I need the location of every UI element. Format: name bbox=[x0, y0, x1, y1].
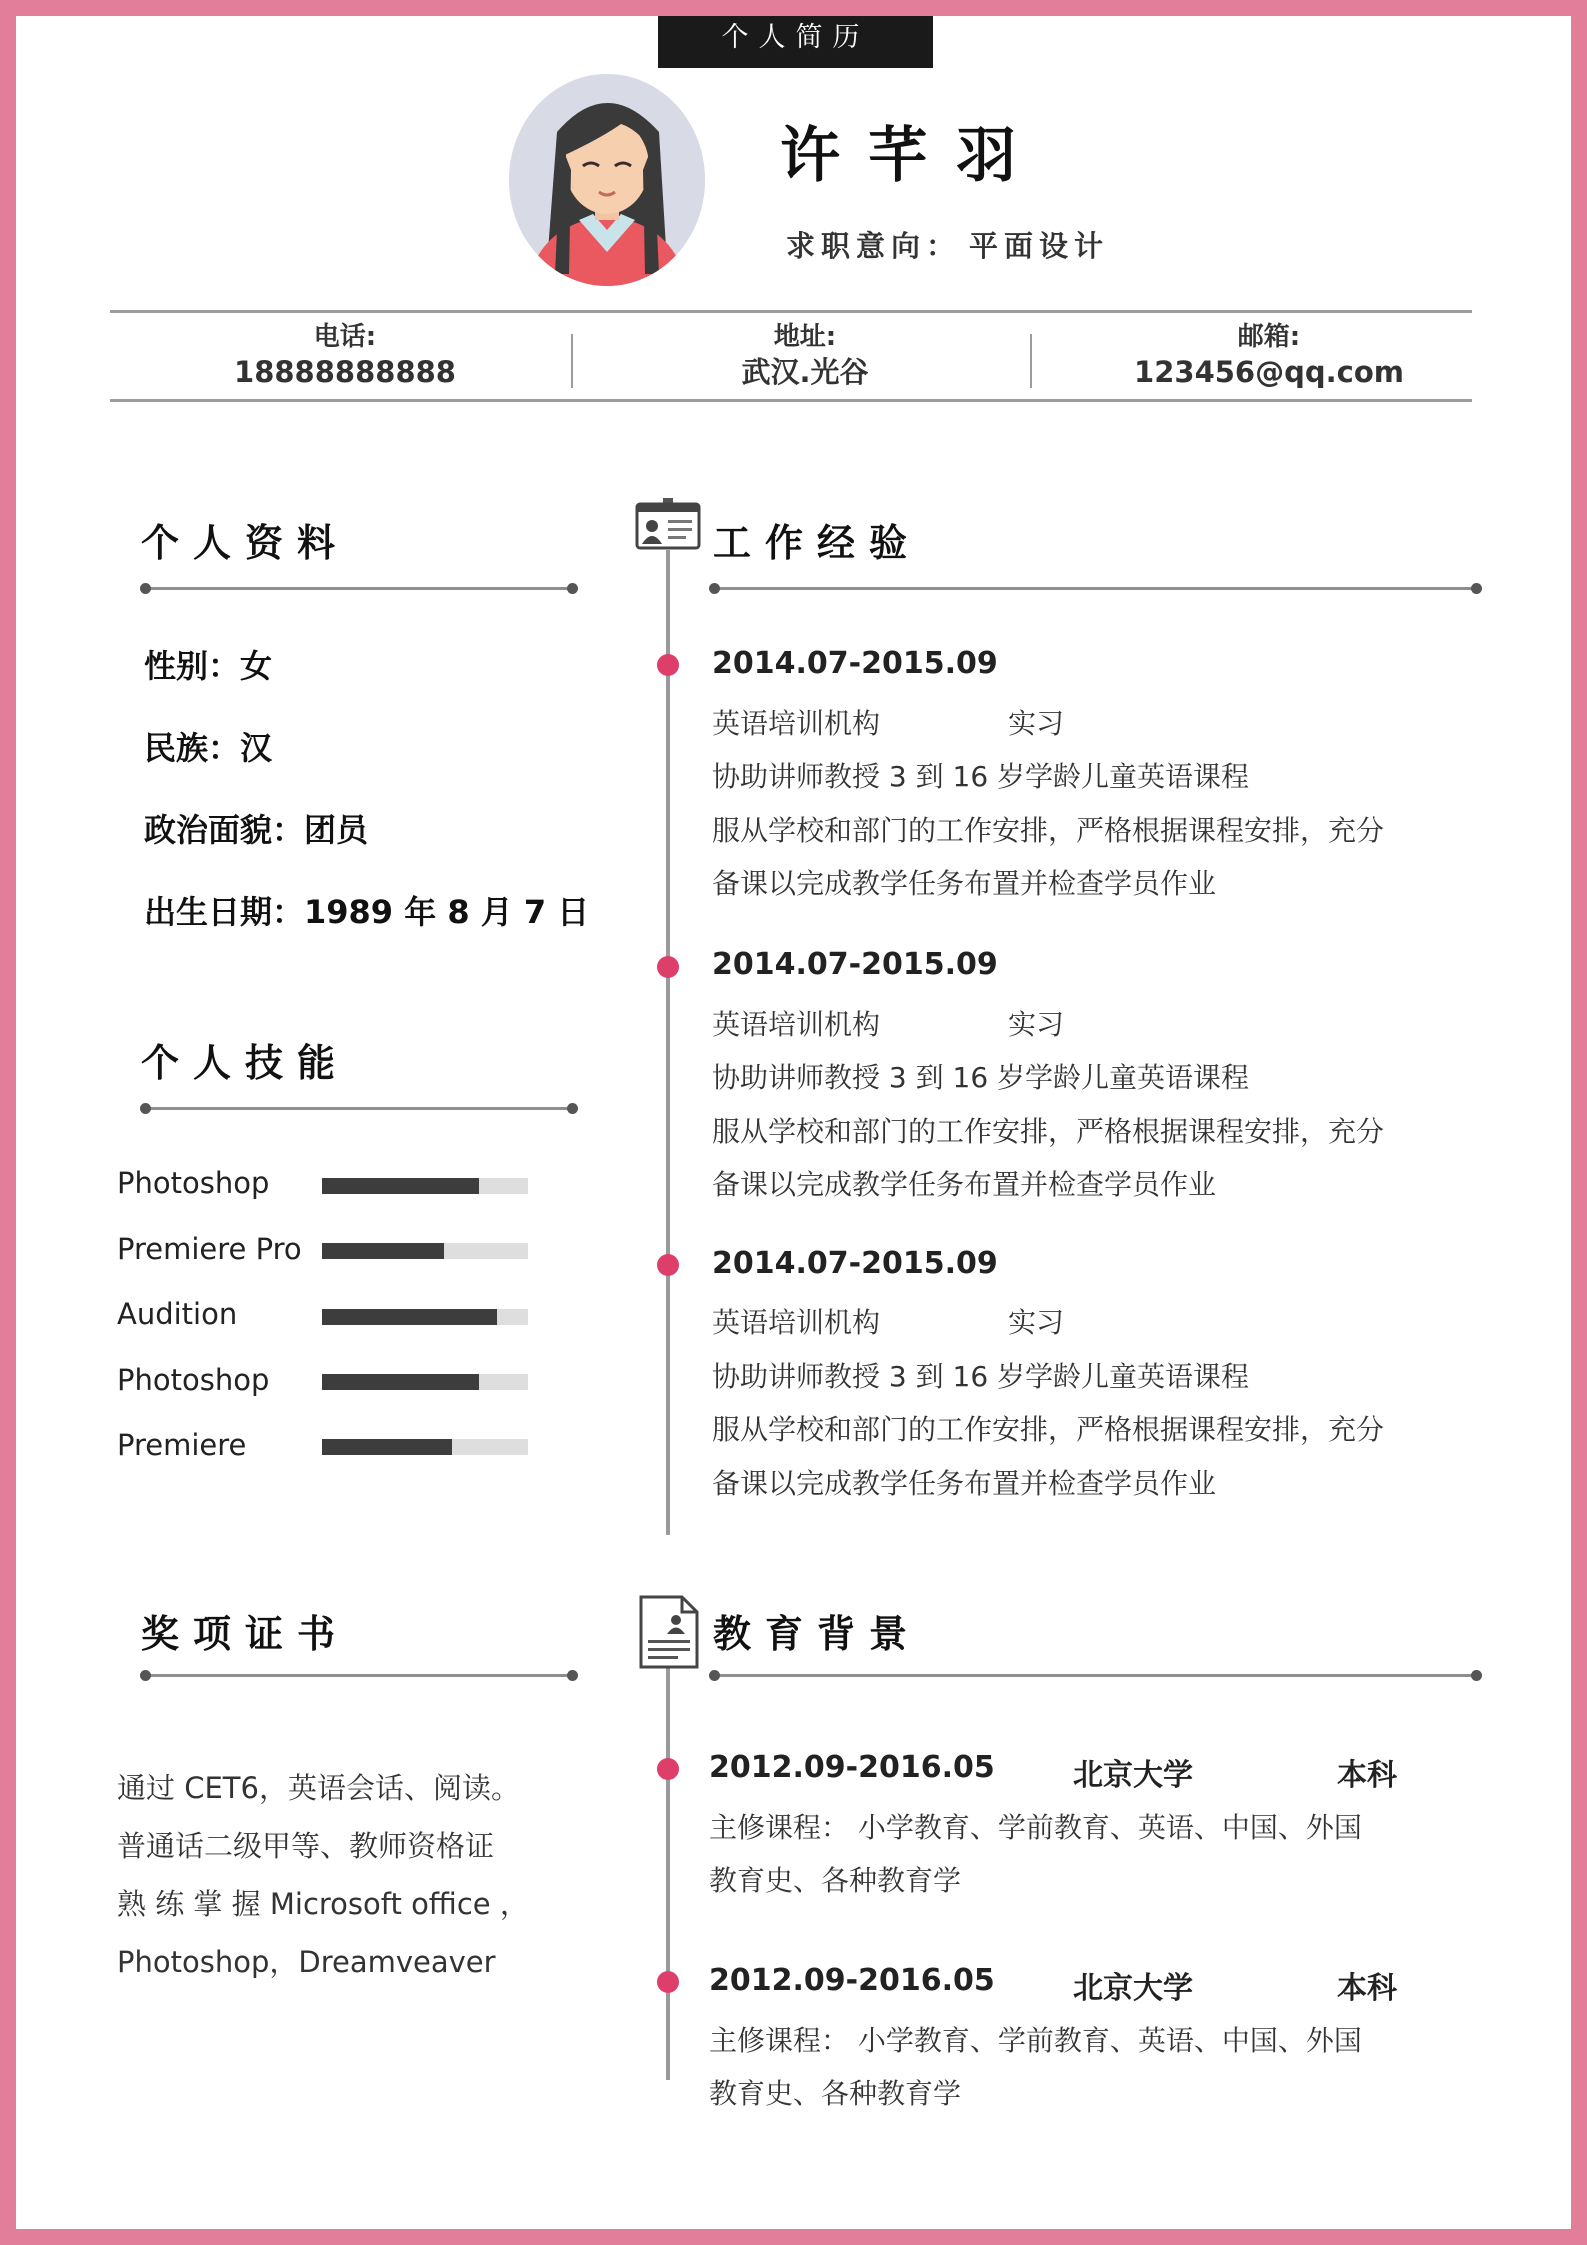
phone-value: 18888888888 bbox=[234, 355, 456, 389]
avatar bbox=[509, 74, 705, 286]
education-degree: 本科 bbox=[1337, 1758, 1397, 1793]
education-date: 2012.09-2016.05 bbox=[709, 1963, 995, 1998]
work-description: 协助讲师教授 3 到 16 岁学龄儿童英语课程 bbox=[712, 1061, 1250, 1094]
work-description: 备课以完成教学任务布置并检查学员作业 bbox=[712, 1168, 1217, 1201]
objective-label: 求职意向： bbox=[786, 229, 962, 263]
work-description: 服从学校和部门的工作安排，严格根据课程安排，充分 bbox=[712, 1115, 1385, 1148]
contact-divider-1 bbox=[571, 334, 573, 388]
work-section-divider bbox=[713, 587, 1478, 590]
resume-document-icon bbox=[638, 1594, 700, 1670]
skill-name: Premiere Pro bbox=[117, 1232, 302, 1266]
education-section-title: 教育背景 bbox=[713, 1612, 922, 1656]
work-description: 备课以完成教学任务布置并检查学员作业 bbox=[712, 867, 1217, 900]
info-gender: 性别：女 bbox=[144, 647, 273, 685]
work-org: 英语培训机构 bbox=[712, 1306, 881, 1339]
work-section-title: 工作经验 bbox=[713, 521, 922, 565]
skill-level-bar bbox=[322, 1439, 528, 1455]
skill-level-bar bbox=[322, 1374, 528, 1390]
skill-name: Photoshop bbox=[117, 1166, 270, 1200]
timeline-dot bbox=[657, 654, 679, 676]
contact-phone bbox=[130, 320, 560, 390]
personal-section-divider bbox=[144, 587, 574, 590]
contact-top-divider bbox=[110, 310, 1472, 313]
work-date: 2014.07-2015.09 bbox=[712, 947, 998, 982]
award-line: 熟 练 掌 握 Microsoft office ， bbox=[117, 1887, 529, 1921]
contact-email bbox=[1054, 320, 1484, 390]
timeline-dot bbox=[657, 1254, 679, 1276]
work-org-row bbox=[712, 1003, 1064, 1043]
skill-name: Audition bbox=[117, 1297, 238, 1331]
skill-name: Photoshop bbox=[117, 1363, 270, 1397]
info-ethnicity: 民族：汉 bbox=[144, 729, 273, 767]
skill-level-bar bbox=[322, 1243, 528, 1259]
work-description: 服从学校和部门的工作安排，严格根据课程安排，充分 bbox=[712, 1413, 1385, 1446]
timeline-dot bbox=[657, 1971, 679, 1993]
address-value: 武汉.光谷 bbox=[741, 355, 869, 389]
education-timeline-line bbox=[666, 1668, 670, 2080]
personal-section-title: 个人资料 bbox=[141, 521, 350, 565]
work-timeline-line bbox=[666, 550, 670, 1535]
skill-level-fill bbox=[322, 1243, 444, 1259]
address-label: 地址: bbox=[773, 322, 837, 352]
work-org-row bbox=[712, 1301, 1064, 1341]
objective-value: 平面设计 bbox=[969, 229, 1110, 263]
education-degree: 本科 bbox=[1337, 1971, 1397, 2006]
info-political-status: 政治面貌：团员 bbox=[144, 811, 369, 849]
work-role: 实习 bbox=[1008, 1306, 1065, 1339]
email-label: 邮箱: bbox=[1237, 322, 1301, 352]
education-courses: 主修课程： 小学教育、学前教育、英语、中国、外国 bbox=[709, 2024, 1362, 2057]
work-description: 服从学校和部门的工作安排，严格根据课程安排，充分 bbox=[712, 814, 1385, 847]
awards-section-divider bbox=[144, 1674, 574, 1677]
contact-address bbox=[590, 320, 1020, 390]
awards-section-title: 奖项证书 bbox=[141, 1612, 350, 1656]
resume-header-label: 个人简历 bbox=[658, 0, 933, 68]
skill-level-bar bbox=[322, 1178, 528, 1194]
education-school: 北京大学 bbox=[1073, 1758, 1193, 1793]
work-description: 协助讲师教授 3 到 16 岁学龄儿童英语课程 bbox=[712, 760, 1250, 793]
education-date: 2012.09-2016.05 bbox=[709, 1750, 995, 1785]
skills-section-title: 个人技能 bbox=[141, 1041, 350, 1085]
id-card-icon bbox=[635, 498, 701, 552]
timeline-dot bbox=[657, 1758, 679, 1780]
skill-level-fill bbox=[322, 1309, 497, 1325]
skills-section-divider bbox=[144, 1107, 574, 1110]
work-role: 实习 bbox=[1008, 1008, 1065, 1041]
award-line: 普通话二级甲等、教师资格证 bbox=[117, 1829, 495, 1863]
skill-level-fill bbox=[322, 1439, 452, 1455]
work-role: 实习 bbox=[1008, 707, 1065, 740]
job-objective bbox=[786, 224, 1109, 265]
skill-level-fill bbox=[322, 1374, 479, 1390]
education-courses: 主修课程： 小学教育、学前教育、英语、中国、外国 bbox=[709, 1811, 1362, 1844]
skill-level-bar bbox=[322, 1309, 528, 1325]
contact-bottom-divider bbox=[110, 399, 1472, 402]
work-date: 2014.07-2015.09 bbox=[712, 1246, 998, 1281]
contact-divider-2 bbox=[1030, 334, 1032, 388]
avatar-illustration bbox=[509, 74, 705, 286]
work-date: 2014.07-2015.09 bbox=[712, 646, 998, 681]
education-courses: 教育史、各种教育学 bbox=[709, 2077, 962, 2110]
work-description: 备课以完成教学任务布置并检查学员作业 bbox=[712, 1467, 1217, 1500]
work-org: 英语培训机构 bbox=[712, 1008, 881, 1041]
email-value: 123456@qq.com bbox=[1134, 355, 1404, 389]
phone-label: 电话: bbox=[313, 322, 377, 352]
education-section-divider bbox=[713, 1674, 1478, 1677]
award-line: Photoshop，Dreamveaver bbox=[117, 1945, 496, 1979]
award-line: 通过 CET6，英语会话、阅读。 bbox=[117, 1771, 520, 1805]
work-org: 英语培训机构 bbox=[712, 707, 881, 740]
skill-level-fill bbox=[322, 1178, 479, 1194]
candidate-name: 许芊羽 bbox=[780, 121, 1044, 191]
education-courses: 教育史、各种教育学 bbox=[709, 1864, 962, 1897]
education-school: 北京大学 bbox=[1073, 1971, 1193, 2006]
work-description: 协助讲师教授 3 到 16 岁学龄儿童英语课程 bbox=[712, 1360, 1250, 1393]
skill-name: Premiere bbox=[117, 1428, 247, 1462]
info-birth-date: 出生日期：1989 年 8 月 7 日 bbox=[144, 893, 590, 931]
work-org-row bbox=[712, 702, 1064, 742]
timeline-dot bbox=[657, 956, 679, 978]
